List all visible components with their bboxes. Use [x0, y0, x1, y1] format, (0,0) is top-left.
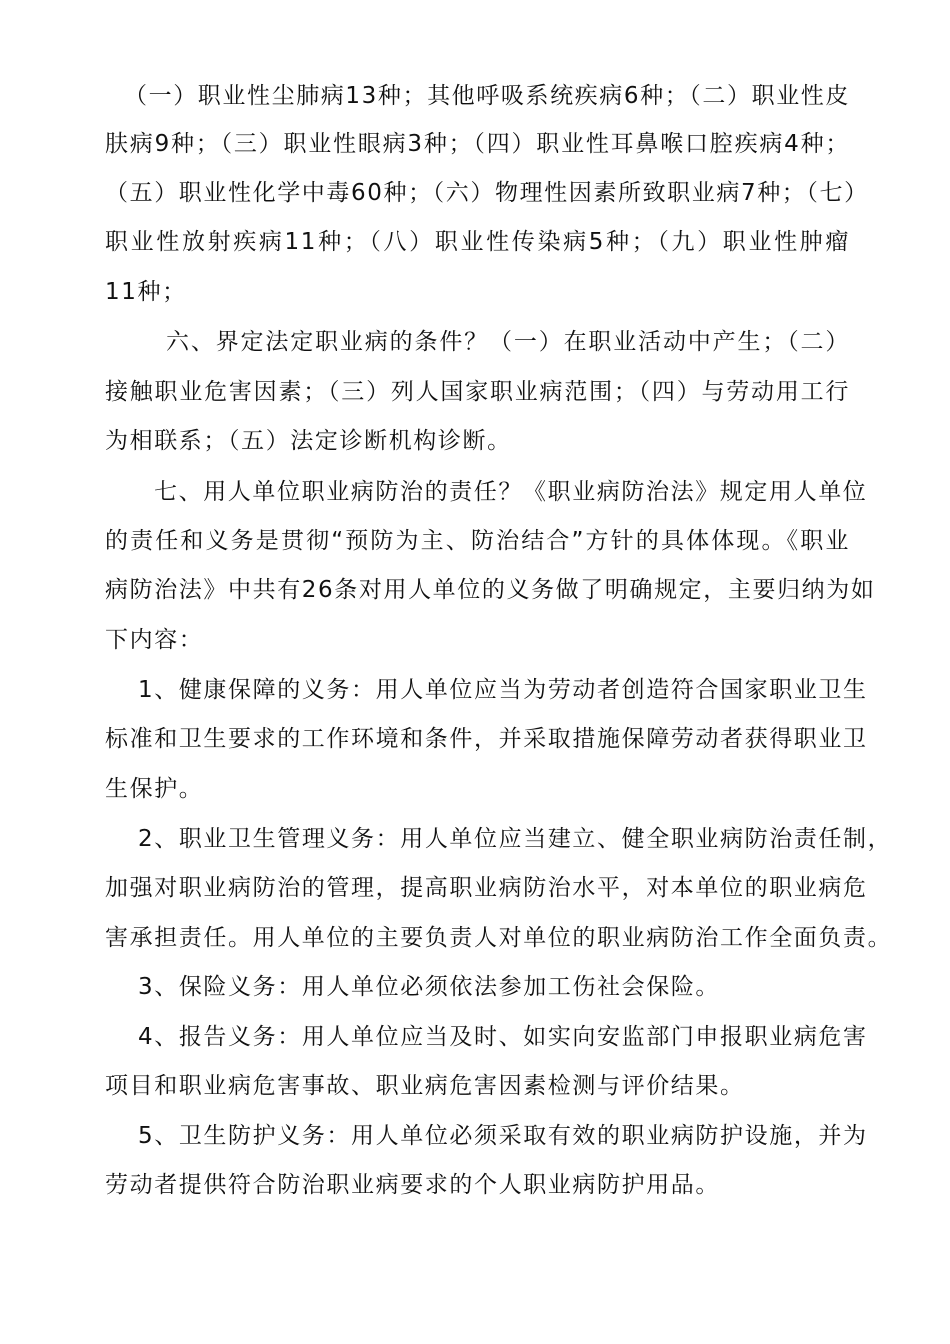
text-line: 劳动者提供符合防治职业病要求的个人职业病防护用品。 — [105, 1172, 720, 1198]
text-line: 六、界定法定职业病的条件？（一）在职业活动中产生；（二） — [166, 329, 850, 355]
text-line: 肤病9种；（三）职业性眼病3种；（四）职业性耳鼻喉口腔疾病4种； — [105, 131, 850, 157]
text-line: 项目和职业病危害事故、职业病危害因素检测与评价结果。 — [105, 1073, 745, 1099]
text-line: 5、卫生防护义务：用人单位必须采取有效的职业病防护设施，并为 — [138, 1123, 868, 1149]
text-line: 标准和卫生要求的工作环境和条件，并采取措施保障劳动者获得职业卫 — [105, 726, 868, 752]
text-line: 的责任和义务是贯彻“预防为主、防治结合”方针的具体体现。《职业 — [105, 528, 850, 554]
text-line: 11种； — [105, 279, 187, 305]
text-line: 七、用人单位职业病防治的责任？《职业病防治法》规定用人单位 — [154, 479, 868, 505]
text-line: 2、职业卫生管理义务：用人单位应当建立、健全职业病防治责任制， — [138, 826, 893, 852]
text-line: 病防治法》中共有26条对用人单位的义务做了明确规定，主要归纳为如 — [105, 577, 876, 603]
text-line: 害承担责任。用人单位的主要负责人对单位的职业病防治工作全面负责。 — [105, 925, 893, 951]
text-line: 生保护。 — [105, 776, 204, 802]
text-line: （一）职业性尘肺病13种；其他呼吸系统疾病6种；（二）职业性皮 — [124, 83, 850, 109]
text-line: 1、健康保障的义务：用人单位应当为劳动者创造符合国家职业卫生 — [138, 677, 868, 703]
text-line: 下内容： — [105, 627, 204, 653]
text-line: 接触职业危害因素；（三）列人国家职业病范围；（四）与劳动用工行 — [105, 379, 850, 405]
text-line: 加强对职业病防治的管理，提高职业病防治水平，对本单位的职业病危 — [105, 875, 868, 901]
text-line: 4、报告义务：用人单位应当及时、如实向安监部门申报职业病危害 — [138, 1024, 868, 1050]
text-line: 职业性放射疾病11种；（八）职业性传染病5种；（九）职业性肿瘤 — [105, 229, 850, 255]
text-line: （五）职业性化学中毒60种；（六）物理性因素所致职业病7种；（七） — [105, 180, 869, 206]
text-line: 为相联系；（五）法定诊断机构诊断。 — [105, 428, 512, 454]
text-line: 3、保险义务：用人单位必须依法参加工伤社会保险。 — [138, 974, 721, 1000]
